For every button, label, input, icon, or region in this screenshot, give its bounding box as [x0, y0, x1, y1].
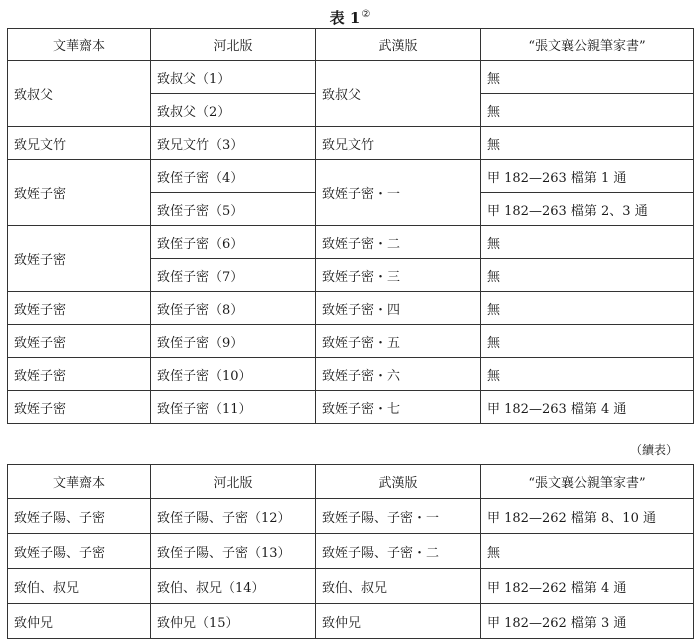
cell-wuhan: 致伯、叔兄 — [316, 569, 481, 604]
cell-manuscript: 無 — [481, 94, 694, 127]
cell-manuscript: 無 — [481, 259, 694, 292]
cell-hebei: 致兄文竹（3） — [151, 127, 316, 160]
cell-hebei: 致侄子密（4） — [151, 160, 316, 193]
table-row — [8, 292, 694, 325]
cell-manuscript: 甲 182—263 檔第 1 通 — [481, 160, 694, 193]
cell-wenhuazhai: 致叔父 — [8, 61, 151, 127]
cell-wuhan: 致姪子陽、子密・一 — [316, 499, 481, 534]
caption-text: 表 1 — [329, 9, 361, 27]
cell-wenhuazhai: 致姪子陽、子密 — [8, 499, 151, 534]
cell-wenhuazhai: 致仲兄 — [8, 604, 151, 639]
table-row — [8, 534, 694, 569]
cell-wuhan: 致叔父 — [316, 61, 481, 127]
table-row — [8, 604, 694, 639]
footnote-mark: ② — [361, 9, 371, 20]
cell-wuhan: 致仲兄 — [316, 604, 481, 639]
cell-wenhuazhai: 致姪子陽、子密 — [8, 534, 151, 569]
cell-manuscript: 無 — [481, 61, 694, 94]
column-header: “張文襄公親筆家書” — [481, 29, 694, 61]
cell-wuhan: 致姪子密・四 — [316, 292, 481, 325]
cell-manuscript: 甲 182—263 檔第 4 通 — [481, 391, 694, 424]
cell-hebei: 致侄子密（10） — [151, 358, 316, 391]
cell-manuscript: 甲 182—262 檔第 3 通 — [481, 604, 694, 639]
cell-hebei: 致仲兄（15） — [151, 604, 316, 639]
continued-label: （續表） — [629, 443, 678, 457]
column-header: 武漢版 — [316, 465, 481, 499]
cell-hebei: 致侄子密（11） — [151, 391, 316, 424]
cell-wuhan: 致姪子密・一 — [316, 160, 481, 226]
table-row — [8, 160, 694, 193]
cell-manuscript: 無 — [481, 534, 694, 569]
cell-wenhuazhai: 致姪子密 — [8, 325, 151, 358]
cell-hebei: 致侄子密（8） — [151, 292, 316, 325]
cell-wenhuazhai: 致伯、叔兄 — [8, 569, 151, 604]
column-header: “張文襄公親筆家書” — [481, 465, 694, 499]
cell-wenhuazhai: 致姪子密 — [8, 160, 151, 226]
header-row — [8, 29, 694, 61]
cell-wenhuazhai: 致姪子密 — [8, 391, 151, 424]
table-row — [8, 358, 694, 391]
header-row — [8, 465, 694, 499]
column-header: 文華齋本 — [8, 29, 151, 61]
column-header: 文華齋本 — [8, 465, 151, 499]
cell-manuscript: 無 — [481, 292, 694, 325]
cell-manuscript: 甲 182—262 檔第 8、10 通 — [481, 499, 694, 534]
cell-hebei: 致侄子密（7） — [151, 259, 316, 292]
cell-hebei: 致侄子陽、子密（12） — [151, 499, 316, 534]
cell-hebei: 致伯、叔兄（14） — [151, 569, 316, 604]
table-row — [8, 391, 694, 424]
letters-table-2 — [7, 464, 694, 639]
cell-wenhuazhai: 致姪子密 — [8, 226, 151, 292]
cell-manuscript: 甲 182—262 檔第 4 通 — [481, 569, 694, 604]
table-caption — [0, 4, 700, 26]
cell-hebei: 致侄子陽、子密（13） — [151, 534, 316, 569]
cell-wuhan: 致姪子密・六 — [316, 358, 481, 391]
cell-wenhuazhai: 致姪子密 — [8, 292, 151, 325]
letters-table-1 — [7, 28, 694, 424]
column-header: 武漢版 — [316, 29, 481, 61]
cell-manuscript: 無 — [481, 325, 694, 358]
cell-wuhan: 致兄文竹 — [316, 127, 481, 160]
column-header: 河北版 — [151, 465, 316, 499]
cell-hebei: 致侄子密（6） — [151, 226, 316, 259]
cell-manuscript: 無 — [481, 127, 694, 160]
cell-manuscript: 無 — [481, 358, 694, 391]
cell-hebei: 致侄子密（5） — [151, 193, 316, 226]
table-row — [8, 325, 694, 358]
table-row — [8, 226, 694, 259]
cell-manuscript: 無 — [481, 226, 694, 259]
cell-wenhuazhai: 致兄文竹 — [8, 127, 151, 160]
column-header: 河北版 — [151, 29, 316, 61]
cell-wuhan: 致姪子密・七 — [316, 391, 481, 424]
cell-manuscript: 甲 182—263 檔第 2、3 通 — [481, 193, 694, 226]
cell-hebei: 致侄子密（9） — [151, 325, 316, 358]
cell-wuhan: 致姪子密・五 — [316, 325, 481, 358]
table-row — [8, 499, 694, 534]
table-row — [8, 61, 694, 94]
cell-wuhan: 致姪子陽、子密・二 — [316, 534, 481, 569]
cell-wenhuazhai: 致姪子密 — [8, 358, 151, 391]
table-row — [8, 127, 694, 160]
table-row — [8, 569, 694, 604]
cell-wuhan: 致姪子密・三 — [316, 259, 481, 292]
cell-hebei: 致叔父（1） — [151, 61, 316, 94]
cell-hebei: 致叔父（2） — [151, 94, 316, 127]
cell-wuhan: 致姪子密・二 — [316, 226, 481, 259]
